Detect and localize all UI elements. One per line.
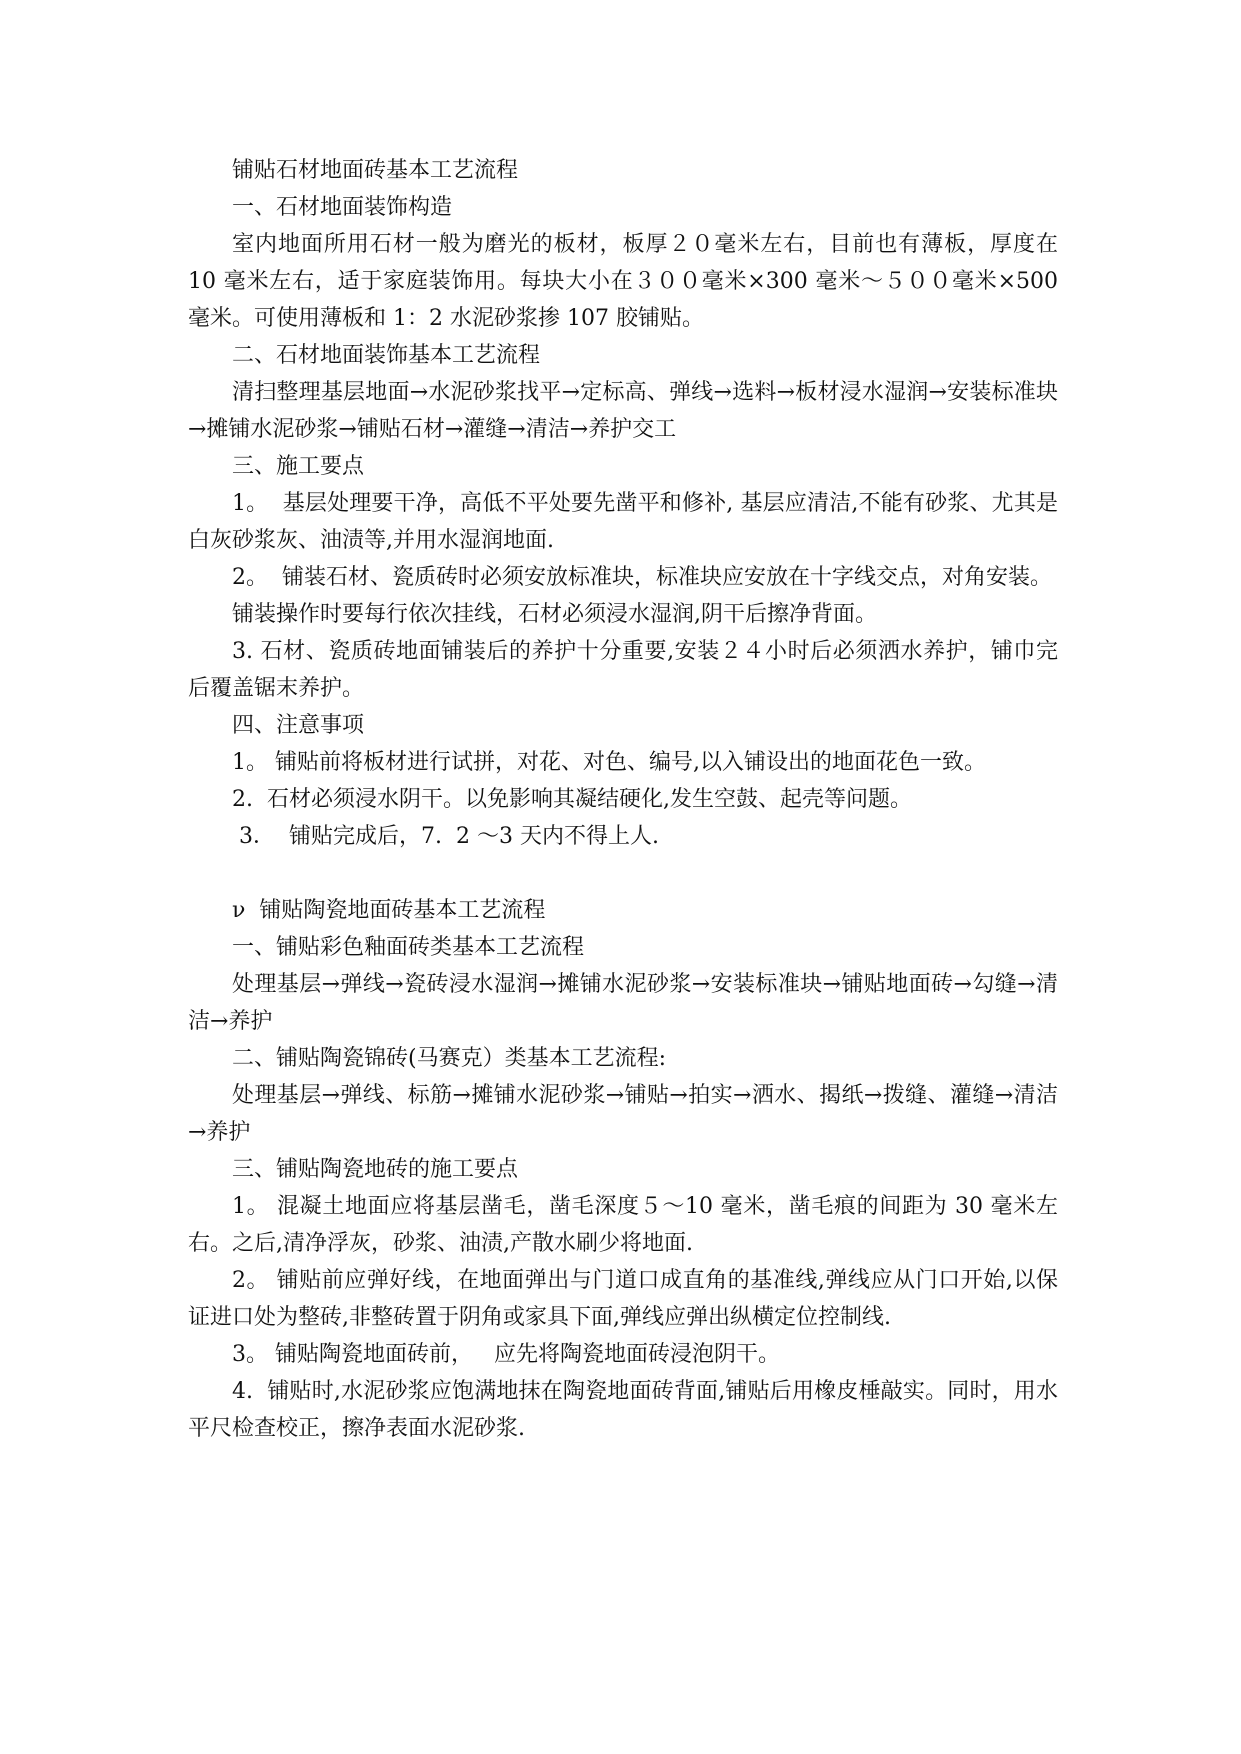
section2-paragraph-2: 处理基层→弹线、标筋→摊铺水泥砂浆→铺贴→拍实→洒水、揭纸→拨缝、灌缝→清洁→养护 [188,1083,1058,1145]
document-body [188,152,1065,1447]
section1-paragraph-3: 1。 基层处理要干净，高低不平处要先凿平和修补, 基层应清洁,不能有砂浆、尤其是白灰砂浆灰、油渍等,并用水湿润地面. [188,491,1058,553]
section1-title: 铺贴石材地面砖基本工艺流程 [232,158,519,183]
section1-paragraph-1: 室内地面所用石材一般为磨光的板材，板厚２０毫米左右，目前也有薄板，厚度在 10 毫米左右，适于家庭装饰用。每块大小在３００毫米×300 毫米～５００毫米×500 毫米。可使用薄板和 1：2 水泥砂浆掺 107 胶铺贴。 [188,232,1065,331]
section1-paragraph-8: 2. 石材必须浸水阴干。以免影响其凝结硬化,发生空鼓、起壳等问题。 [232,787,912,812]
section1-heading-4: 四、注意事项 [232,713,365,738]
section1-paragraph-6: 3. 石材、瓷质砖地面铺装后的养护十分重要,安装２４小时后必须洒水养护，铺巾完后覆盖锯末养护。 [188,639,1058,701]
section2-heading-1: 一、铺贴彩色釉面砖类基本工艺流程 [232,935,585,960]
section2-title: ν 铺贴陶瓷地面砖基本工艺流程 [232,898,546,923]
section2-paragraph-4: 2。 铺贴前应弹好线，在地面弹出与门道口成直角的基准线,弹线应从门口开始,以保证进口处为整砖,非整砖置于阴角或家具下面,弹线应弹出纵横定位控制线. [188,1268,1058,1330]
section2-paragraph-3: 1。 混凝土地面应将基层凿毛，凿毛深度５～10 毫米，凿毛痕的间距为 30 毫米左右。之后,清净浮灰，砂浆、油渍,产散水刷少将地面. [188,1194,1058,1256]
section1-heading-1: 一、石材地面装饰构造 [232,195,453,220]
section2-paragraph-1: 处理基层→弹线→瓷砖浸水湿润→摊铺水泥砂浆→安装标准块→铺贴地面砖→勾缝→清洁→养护 [188,972,1058,1034]
section1-paragraph-2: 清扫整理基层地面→水泥砂浆找平→定标高、弹线→选料→板材浸水湿润→安装标准块→摊铺水泥砂浆→铺贴石材→灌缝→清洁→养护交工 [188,380,1058,442]
section1-paragraph-4: 2。 铺装石材、瓷质砖时必须安放标准块，标准块应安放在十字线交点，对角安装。 [232,565,1052,590]
section1-heading-2: 二、石材地面装饰基本工艺流程 [232,343,541,368]
section1-paragraph-9: 3． 铺贴完成后，7. 2 ～3 天内不得上人. [232,824,659,849]
section1-paragraph-5: 铺装操作时要每行依次挂线，石材必须浸水湿润,阴干后擦净背面。 [232,602,877,627]
section2-paragraph-5: 3。 铺贴陶瓷地面砖前， 应先将陶瓷地面砖浸泡阴干。 [232,1342,780,1367]
section2-paragraph-6: 4. 铺贴时,水泥砂浆应饱满地抹在陶瓷地面砖背面,铺贴后用橡皮棰敲实。同时，用水平尺检查校正，擦净表面水泥砂浆. [188,1379,1058,1441]
section1-paragraph-7: 1。 铺贴前将板材进行试拼，对花、对色、编号,以入铺设出的地面花色一致。 [232,750,986,775]
section2-heading-2: 二、铺贴陶瓷锦砖(马赛克）类基本工艺流程: [232,1046,666,1071]
section2-heading-3: 三、铺贴陶瓷地砖的施工要点 [232,1157,519,1182]
section1-heading-3: 三、施工要点 [232,454,365,479]
section-spacer [188,855,1058,892]
